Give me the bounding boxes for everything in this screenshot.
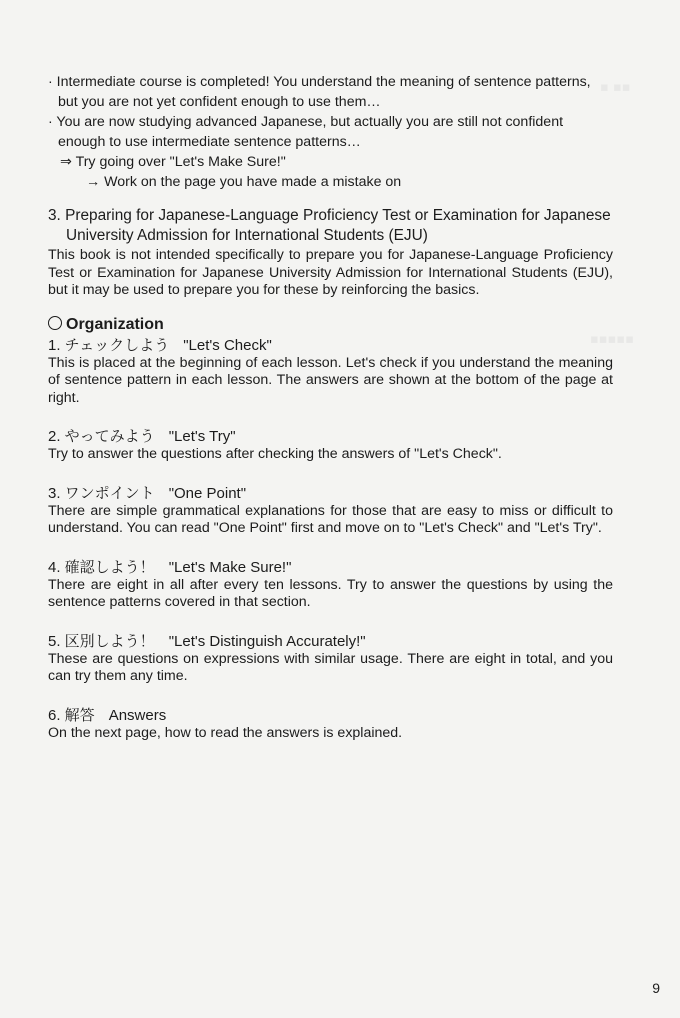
organization-heading-label: Organization [66, 315, 164, 333]
item-body: This is placed at the beginning of each lesson. Let's check if you understand the meaning of sentence pattern in each lesson. The answers are shown at the bottom of the page at right. [48, 354, 613, 406]
organization-item [48, 558, 613, 612]
main-content [48, 72, 613, 742]
item-body: On the next page, how to read the answers is explained. [48, 724, 403, 741]
item-body: Try to answer the questions after checking the answers of "Let's Check". [48, 446, 502, 462]
item-en-label: "Let's Make Sure!" [168, 558, 292, 576]
item-heading [48, 336, 613, 355]
bleed-through: ▪▪▪▪▪ [590, 332, 635, 347]
item-heading [48, 558, 613, 577]
bullet-item: · Intermediate course is completed! You understand the meaning of sentence patterns, but you are not yet confident enough to use them… [48, 74, 591, 110]
item-jp-label: 4. 確認しよう！ [48, 558, 155, 576]
item-body: These are questions on expressions with similar usage. There are eight in total, and you can try them any time. [48, 650, 613, 684]
page-number: 9 [652, 980, 660, 996]
item-en-label: Answers [108, 706, 167, 724]
item-jp-label: 2. やってみよう [48, 428, 155, 445]
item-jp-label: 3. ワンポイント [48, 484, 155, 502]
organization-item [48, 484, 613, 538]
circle-icon [48, 316, 62, 330]
item-heading [48, 632, 613, 651]
section-3-body: This book is not intended specifically to prepare you for Japanese-Language Proficiency Test or Examination for Japanese University Admission for International Students (EJU), but it may be used to prepare you for these by reinforcing the basics. [48, 247, 613, 298]
arrow-subnote: → Work on the page you have made a mistake on [86, 174, 402, 190]
item-body: There are eight in all after every ten lessons. Try to answer the questions by using the sentence patterns covered in that section. [48, 576, 613, 610]
item-en-label: "One Point" [168, 484, 247, 502]
organization-item [48, 632, 613, 686]
arrow-note: ⇒ Try going over "Let's Make Sure!" [60, 154, 286, 170]
item-heading [48, 427, 613, 446]
item-en-label: "Let's Distinguish Accurately!" [168, 632, 366, 650]
item-jp-label: 1. チェックしよう [48, 336, 170, 354]
organization-item [48, 336, 613, 408]
section-3-heading: 3. Preparing for Japanese-Language Proficiency Test or Examination for Japanese University Admission for International Students (EJU) [48, 207, 611, 244]
item-heading [48, 706, 613, 725]
bleed-through: ▪ ▪▪ [600, 80, 631, 95]
item-en-label: "Let's Try" [168, 428, 236, 445]
item-jp-label: 5. 区別しよう！ [48, 632, 155, 650]
organization-heading [48, 315, 613, 335]
organization-item [48, 427, 613, 464]
item-heading [48, 484, 613, 503]
item-jp-label: 6. 解答 [48, 706, 95, 724]
bullet-item: · You are now studying advanced Japanese, but actually you are still not confident enough to use intermediate sentence patterns… [48, 114, 564, 150]
item-body: There are simple grammatical explanations for those that are easy to miss or difficult to understand. You can read "One Point" first and move on to "Let's Check" and "Let's Try". [48, 502, 613, 536]
organization-item [48, 706, 613, 743]
item-en-label: "Let's Check" [183, 336, 272, 354]
